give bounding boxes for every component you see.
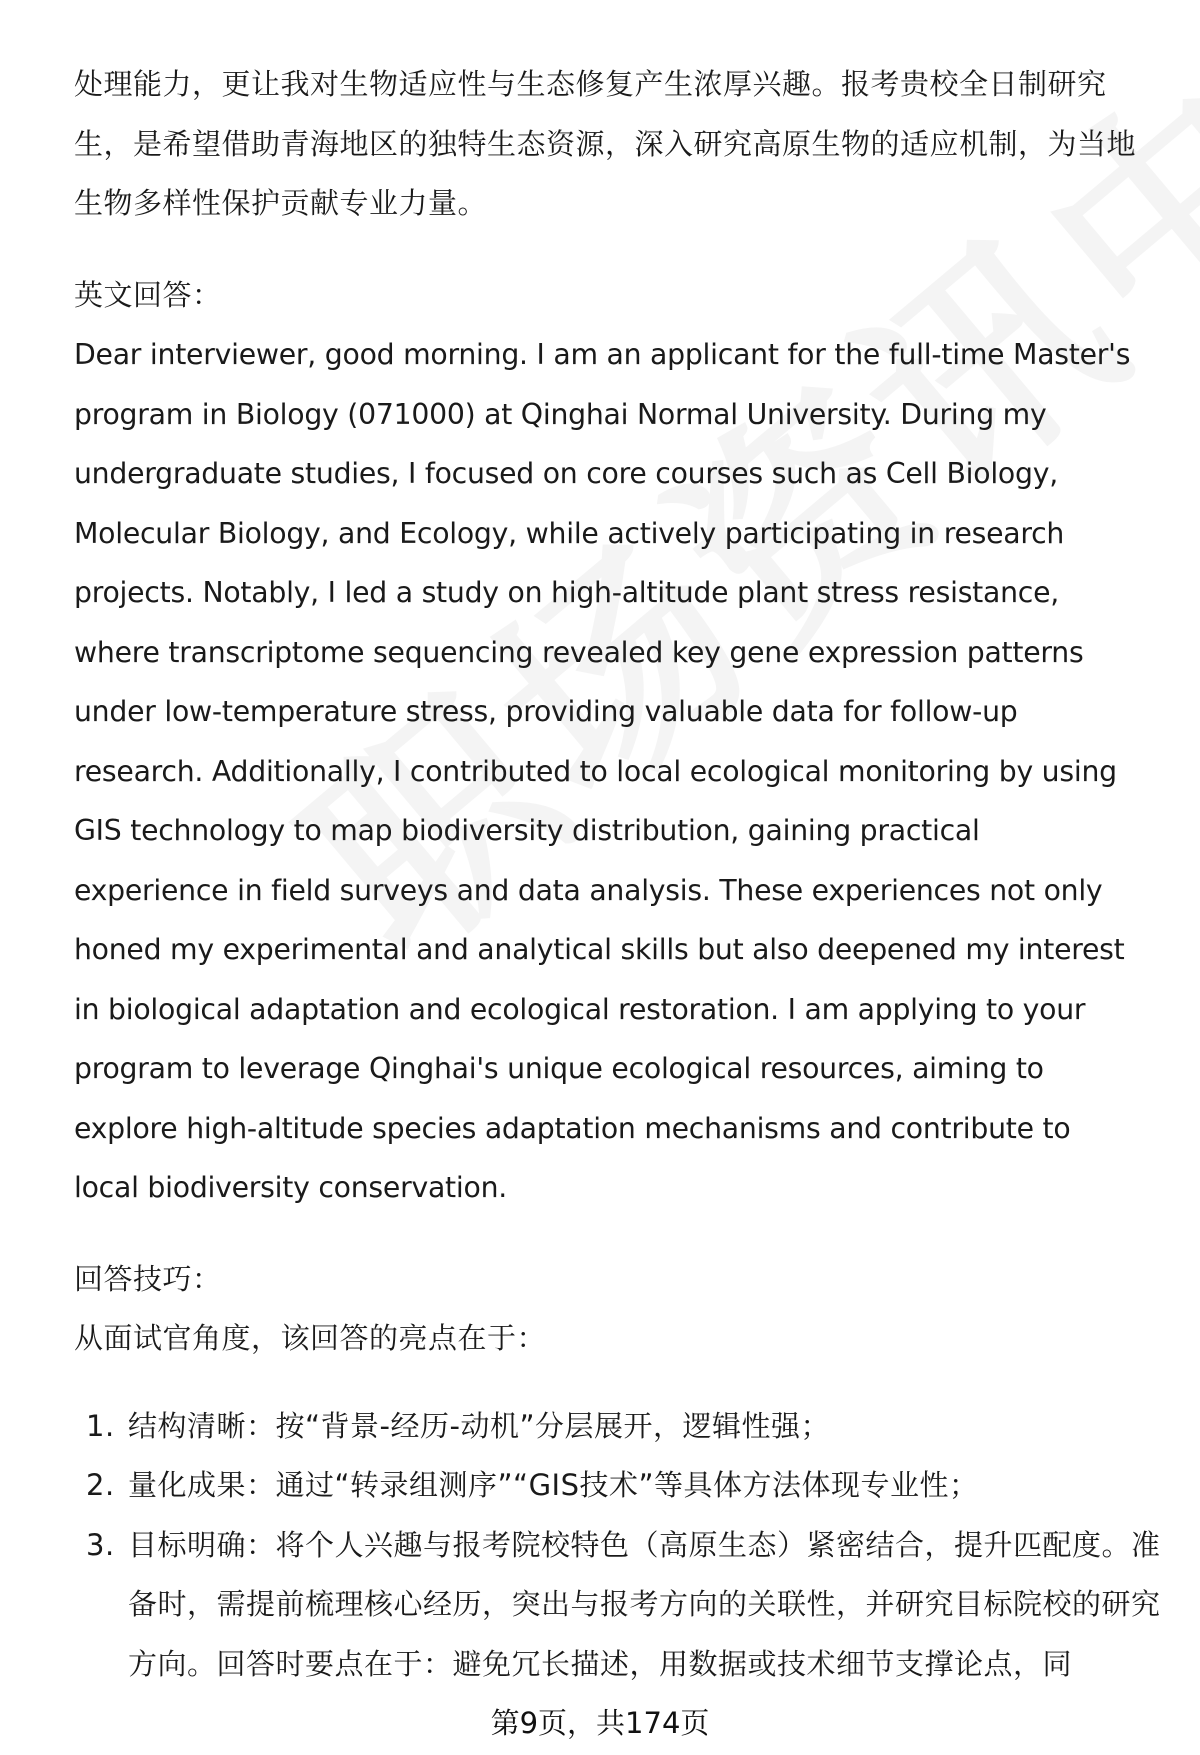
page-number-footer: 第9页，共174页 bbox=[490, 1706, 710, 1740]
page-content bbox=[74, 55, 1164, 1694]
english-answer-line: where transcriptome sequencing revealed key gene expression patterns bbox=[74, 635, 1084, 669]
english-answer-line: under low-temperature stress, providing valuable data for follow-up bbox=[74, 695, 1018, 728]
spacer bbox=[74, 1369, 1164, 1397]
spacer bbox=[74, 234, 1164, 266]
tips-list-item bbox=[74, 1397, 1164, 1457]
tips-list bbox=[74, 1397, 1164, 1695]
english-answer-line: experience in field surveys and data analysis. These experiences not only bbox=[74, 873, 1103, 907]
list-number: 2. bbox=[86, 1468, 115, 1502]
english-answer-line: GIS technology to map biodiversity distribution, gaining practical bbox=[74, 814, 980, 847]
english-answer-line: program in Biology (071000) at Qinghai Normal University. During my bbox=[74, 397, 1047, 431]
list-number: 3. bbox=[86, 1527, 115, 1562]
tips-subheading: 从面试官角度，该回答的亮点在于： bbox=[74, 1321, 547, 1355]
english-answer-line: explore high-altitude species adaptation mechanisms and contribute to bbox=[74, 1111, 1071, 1145]
english-answer-line: in biological adaptation and ecological restoration. I am applying to your bbox=[74, 992, 1086, 1026]
list-item-text: 结构清晰：按“背景-经历-动机”分层展开，逻辑性强； bbox=[128, 1408, 830, 1443]
spacer bbox=[74, 1218, 1164, 1250]
tips-list-item bbox=[74, 1516, 1164, 1695]
english-answer-line: program to leverage Qinghai's unique ecological resources, aiming to bbox=[74, 1052, 1044, 1085]
list-number: 1. bbox=[86, 1408, 115, 1443]
english-answer-line: projects. Notably, I led a study on high-altitude plant stress resistance, bbox=[74, 576, 1060, 609]
english-answer-body bbox=[74, 325, 1164, 1218]
tips-heading: 回答技巧： bbox=[74, 1261, 222, 1296]
english-answer-line: research. Additionally, I contributed to local ecological monitoring by using bbox=[74, 754, 1117, 788]
english-answer-line: Molecular Biology, and Ecology, while actively participating in research bbox=[74, 516, 1065, 550]
english-answer-line: undergraduate studies, I focused on core courses such as Cell Biology, bbox=[74, 457, 1058, 490]
english-answer-heading: 英文回答： bbox=[74, 277, 222, 312]
english-answer-line: local biodiversity conservation. bbox=[74, 1171, 507, 1204]
english-answer-line: Dear interviewer, good morning. I am an applicant for the full-time Master's bbox=[74, 338, 1131, 371]
intro-continuation: 处理能力，更让我对生物适应性与生态修复产生浓厚兴趣。报考贵校全日制研究生，是希望借助青海地区的独特生态资源，深入研究高原生物的适应机制，为当地生物多样性保护贡献专业力量。 bbox=[74, 67, 1137, 220]
tips-list-item bbox=[74, 1456, 1164, 1516]
english-answer-line: honed my experimental and analytical skills but also deepened my interest bbox=[74, 933, 1125, 966]
list-item-text: 目标明确：将个人兴趣与报考院校特色（高原生态）紧密结合，提升匹配度。准备时，需提前梳理核心经历，突出与报考方向的关联性，并研究目标院校的研究方向。回答时要点在于：避免冗长描述，用数据或技术细节支撑论点，同 bbox=[128, 1527, 1161, 1681]
list-item-text: 量化成果：通过“转录组测序”“GIS技术”等具体方法体现专业性； bbox=[128, 1468, 979, 1502]
